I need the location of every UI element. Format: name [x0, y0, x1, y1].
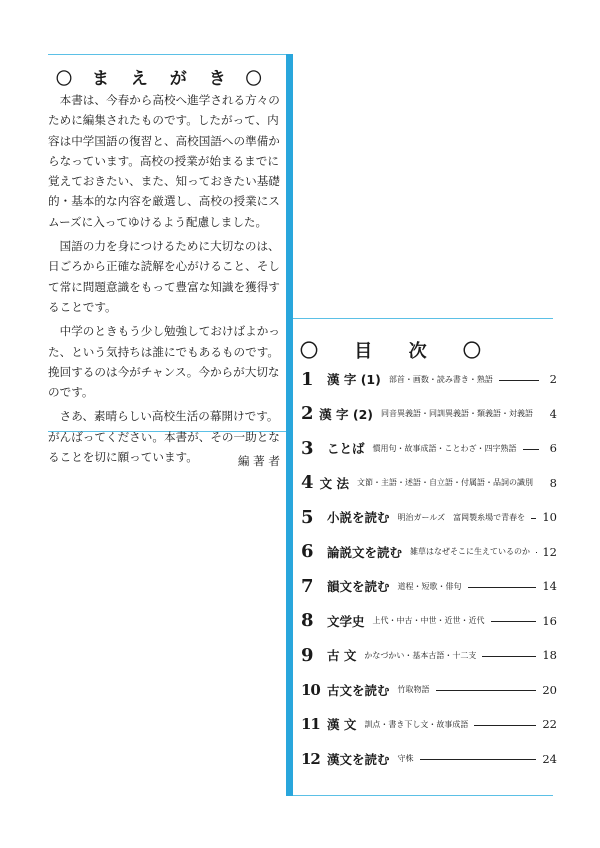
leader-line — [436, 690, 537, 691]
title-circle-icon: 〇 — [300, 341, 318, 362]
toc-item[interactable]: 4 文 法 文節・主語・述語・自立語・付属語・品詞の識別 8 — [301, 472, 557, 493]
preface-top-rule — [48, 54, 286, 55]
toc-item[interactable]: 8 文学史 上代・中古・中世・近世・近代 16 — [301, 610, 557, 631]
preface-signature: 編 著 者 — [237, 454, 280, 469]
title-circle-icon: 〇 — [245, 69, 262, 88]
leader-line — [523, 449, 539, 450]
toc-title: 〇 目 次 〇 — [300, 337, 481, 363]
leader-line — [482, 656, 536, 657]
preface-paragraph: 中学のときもう少し勉強しておけばよかった、という気持ちは誰にでもあるものです。挽回するのは今がチャンス。今からが大切なのです。 — [48, 324, 280, 400]
leader-line — [499, 380, 539, 381]
toc-item[interactable]: 3 ことば 慣用句・故事成語・ことわざ・四字熟語 6 — [301, 437, 557, 459]
leader-line — [531, 518, 536, 519]
toc-item[interactable]: 6 論説文を読む 雑草はなぜそこに生えているのか 12 — [301, 541, 557, 562]
toc-bottom-rule — [293, 795, 553, 796]
toc-top-rule — [293, 318, 553, 319]
leader-line — [420, 759, 537, 760]
preface-paragraph: さあ、素晴らしい高校生活の幕開けです。がんばってください。本書が、その一助となることを切に願っています。 — [48, 409, 280, 465]
toc-item[interactable]: 10 古文を読む 竹取物語 20 — [301, 680, 557, 699]
title-circle-icon: 〇 — [56, 69, 73, 88]
preface-paragraph: 国語の力を身につけるために大切なのは、日ごろから正確な読解を心がけること、そして常に問題意識をもって豊富な知識を獲得することです。 — [48, 239, 280, 314]
toc-item[interactable]: 2 漢 字 (2) 同音異義語・同訓異義語・類義語・対義語 4 — [301, 403, 557, 424]
toc-item[interactable]: 12 漢文を読む 守株 24 — [301, 749, 557, 768]
preface-title: 〇 ま え が き 〇 — [56, 64, 262, 89]
leader-line — [491, 621, 537, 622]
toc-item[interactable]: 1 漢 字 (1) 部首・画数・読み書き・熟語 2 — [301, 368, 557, 390]
leader-line — [468, 587, 537, 588]
toc-item[interactable]: 11 漢 文 訓点・書き下し文・故事成語 22 — [301, 715, 557, 733]
toc-item[interactable]: 9 古 文 かなづかい・基本古語・十二支 18 — [301, 644, 557, 666]
center-accent-bar — [286, 54, 293, 796]
preface-paragraph: 本書は、今春から高校へ進学される方々のために編集されたものです。したがって、内容は中学国語の復習と、高校国語への準備からなっています。高校の授業が始まるまでに覚えておきたい、また、知っておきたい基礎的・基本的な内容を厳選し、高校の授業にスムーズに入ってゆけるよう配慮しました。 — [48, 93, 280, 229]
toc-item[interactable]: 5 小説を読む 明治ガールズ 富岡製糸場で青春を 10 — [301, 506, 557, 528]
preface-body — [48, 90, 280, 471]
leader-line — [474, 725, 536, 726]
title-circle-icon: 〇 — [462, 341, 481, 362]
toc-item[interactable]: 7 韻文を読む 道程・短歌・俳句 14 — [301, 575, 557, 597]
